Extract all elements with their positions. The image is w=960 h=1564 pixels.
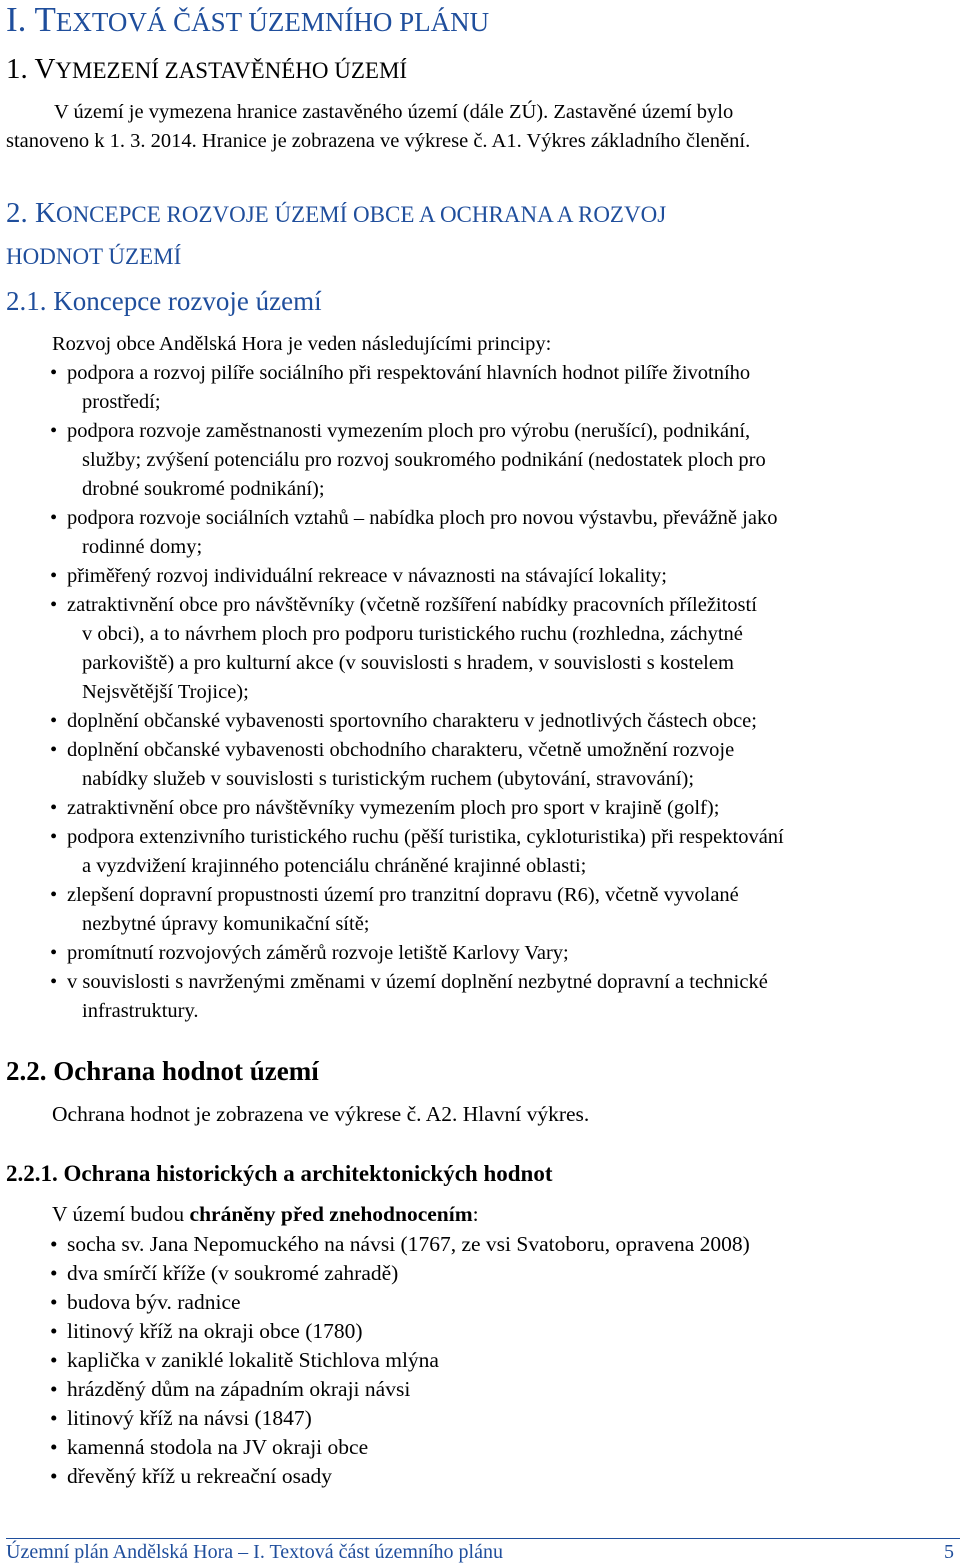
bullet-dot: • <box>50 594 58 616</box>
section-2-2-1-intro: V území budou chráněny před znehodnocením: <box>52 1202 479 1226</box>
bullet-dot: • <box>50 1377 58 1401</box>
section-1-text-line: stanoveno k 1. 3. 2014. Hranice je zobrazena ve výkrese č. A1. Výkres základního členění. <box>6 130 751 152</box>
bullet-dot: • <box>50 1261 58 1285</box>
section-1-text-line: V území je vymezena hranice zastavěného území (dále ZÚ). Zastavěné území bylo <box>54 101 734 123</box>
principle-item-line: parkoviště) a pro kulturní akce (v souvislosti s hradem, v souvislosti s kostelem <box>82 652 734 674</box>
bullet-dot: • <box>50 1290 58 1314</box>
principle-item-line: podpora rozvoje zaměstnanosti vymezením ploch pro výrobu (nerušící), podnikání, <box>67 420 751 442</box>
principle-item-line: a vyzdvižení krajinného potenciálu chráněné krajinné oblasti; <box>82 855 587 877</box>
document-title: I. TEXTOVÁ ČÁST ÚZEMNÍHO PLÁNU <box>6 0 490 39</box>
section-2-2-heading: 2.2. Ochrana hodnot území <box>6 1056 319 1086</box>
principle-item-line: doplnění občanské vybavenosti obchodního charakteru, včetně umožnění rozvoje <box>67 739 735 761</box>
principle-item-line: podpora extenzivního turistického ruchu (pěší turistika, cykloturistika) při respektování <box>67 826 784 848</box>
bullet-dot: • <box>50 362 58 384</box>
principle-item-line: v obci), a to návrhem ploch pro podporu turistického ruchu (rozhledna, záchytné <box>82 623 743 645</box>
bullet-dot: • <box>50 739 58 761</box>
bullet-dot: • <box>50 1435 58 1459</box>
monument-item: budova býv. radnice <box>67 1290 241 1314</box>
section-1-heading: 1. VYMEZENÍ ZASTAVĚNÉHO ÚZEMÍ <box>6 53 408 85</box>
principle-item-line: Nejsvětější Trojice); <box>82 681 249 703</box>
monument-item: kaplička v zaniklé lokalitě Stichlova mlýna <box>67 1348 439 1372</box>
section-2-1-heading: 2.1. Koncepce rozvoje území <box>6 286 322 316</box>
bullet-dot: • <box>50 884 58 906</box>
principle-item-line: podpora rozvoje sociálních vztahů – nabídka ploch pro novou výstavbu, převážně jako <box>67 507 778 529</box>
principle-item-line: v souvislosti s navrženými změnami v území doplnění nezbytné dopravní a technické <box>67 971 768 993</box>
page-number: 5 <box>944 1541 954 1563</box>
principle-item-line: nezbytné úpravy komunikační sítě; <box>82 913 370 935</box>
principle-item-line: doplnění občanské vybavenosti sportovního charakteru v jednotlivých částech obce; <box>67 710 757 732</box>
section-2-1-intro: Rozvoj obce Andělská Hora je veden následujícími principy: <box>52 333 552 355</box>
section-2-2-1-heading: 2.2.1. Ochrana historických a architektonických hodnot <box>6 1161 553 1186</box>
principle-item-line: infrastruktury. <box>82 1000 199 1022</box>
monument-item: hrázděný dům na západním okraji návsi <box>67 1377 411 1401</box>
monument-item: kamenná stodola na JV okraji obce <box>67 1435 369 1459</box>
monument-item: litinový kříž na návsi (1847) <box>67 1406 312 1430</box>
bullet-dot: • <box>50 420 58 442</box>
bullet-dot: • <box>50 797 58 819</box>
bullet-dot: • <box>50 1348 58 1372</box>
monument-item: socha sv. Jana Nepomuckého na návsi (1767, ze vsi Svatoboru, opravena 2008) <box>67 1232 750 1256</box>
principle-item-line: prostředí; <box>82 391 161 413</box>
principle-item-line: služby; zvýšení potenciálu pro rozvoj soukromého podnikání (nedostatek ploch pro <box>82 449 766 471</box>
principle-item-line: promítnutí rozvojových záměrů rozvoje letiště Karlovy Vary; <box>67 942 569 964</box>
principle-item-line: podpora a rozvoj pilíře sociálního při respektování hlavních hodnot pilíře životního <box>67 362 751 384</box>
section-2-heading: 2. KONCEPCE ROZVOJE ÚZEMÍ OBCE A OCHRANA A ROZVOJ <box>6 197 667 229</box>
bullet-dot: • <box>50 1319 58 1343</box>
bullet-dot: • <box>50 507 58 529</box>
principle-item-line: drobné soukromé podnikání); <box>82 478 325 500</box>
principle-item-line: zlepšení dopravní propustnosti území pro tranzitní dopravu (R6), včetně vyvolané <box>67 884 739 906</box>
principle-item-line: zatraktivnění obce pro návštěvníky (včetně rozšíření nabídky pracovních příležitostí <box>67 594 757 616</box>
footer-text: Územní plán Andělská Hora – I. Textová část územního plánu <box>6 1541 503 1563</box>
bullet-dot: • <box>50 942 58 964</box>
bullet-dot: • <box>50 971 58 993</box>
bullet-dot: • <box>50 710 58 732</box>
principle-item-line: rodinné domy; <box>82 536 203 558</box>
footer-divider <box>6 1538 960 1539</box>
bullet-dot: • <box>50 1232 58 1256</box>
principle-item-line: zatraktivnění obce pro návštěvníky vymezením ploch pro sport v krajině (golf); <box>67 797 720 819</box>
principle-item-line: přiměřený rozvoj individuální rekreace v návaznosti na stávající lokality; <box>67 565 667 587</box>
bullet-dot: • <box>50 565 58 587</box>
monument-item: litinový kříž na okraji obce (1780) <box>67 1319 363 1343</box>
monument-item: dřevěný kříž u rekreační osady <box>67 1464 333 1488</box>
section-2-heading-cont: HODNOT ÚZEMÍ <box>6 244 182 269</box>
bullet-dot: • <box>50 1464 58 1488</box>
bullet-dot: • <box>50 826 58 848</box>
principle-item-line: nabídky služeb v souvislosti s turistickým ruchem (ubytování, stravování); <box>82 768 695 790</box>
bullet-dot: • <box>50 1406 58 1430</box>
section-2-2-text: Ochrana hodnot je zobrazena ve výkrese č. A2. Hlavní výkres. <box>52 1102 590 1126</box>
monument-item: dva smírčí kříže (v soukromé zahradě) <box>67 1261 399 1285</box>
